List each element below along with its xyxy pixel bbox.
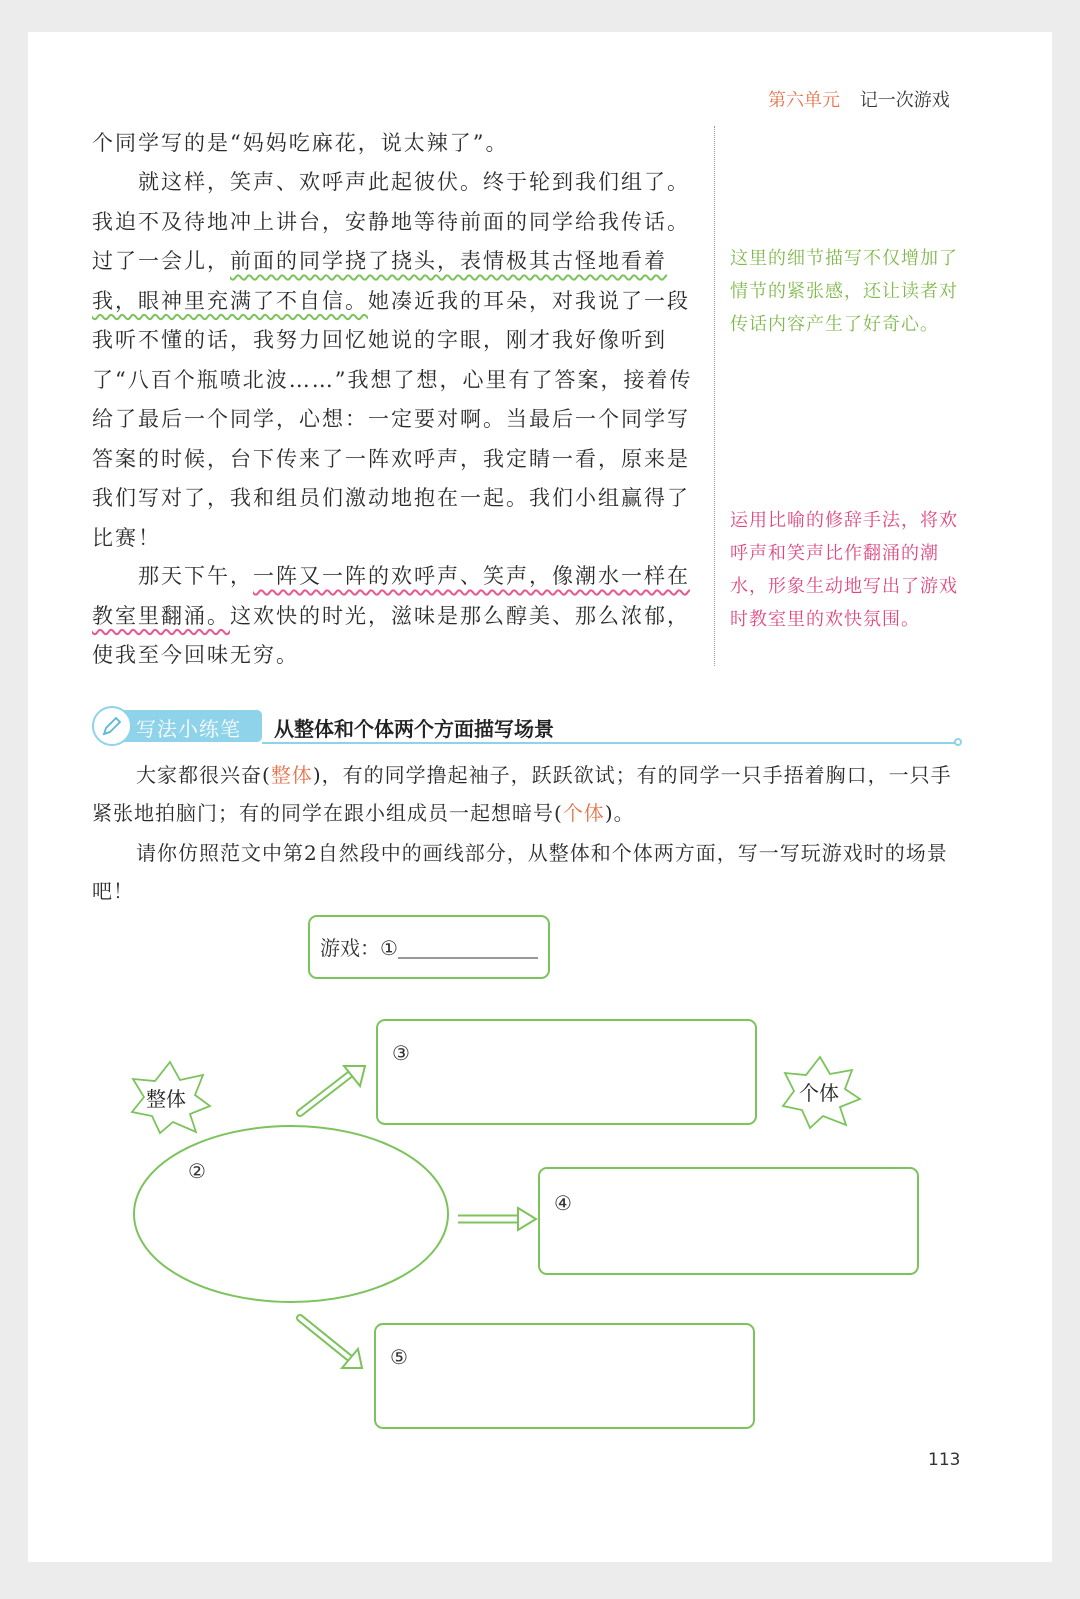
individual-label: 个体 (799, 1081, 839, 1105)
essay-p2-text-b: 她凑近我的耳朵，对我说了一段我听不懂的话，我努力回忆她说的字眼，刚才我好像听到了“八百个瓶喷北波……”我想了想，心里有了答案，接着传给了最后一个同学，心想：一定要对啊。当最后一个同学写答案的时候，台下传来了一阵欢呼声，我定睛一看，原来是我们写对了，我和组员们激动地抱在一起。我们小组赢得了比赛！ (92, 288, 693, 550)
num-2: ② (188, 1159, 206, 1183)
arrow-right-icon (458, 1208, 536, 1230)
tag-whole: 整体 (270, 763, 313, 787)
answer-box-4[interactable] (539, 1168, 918, 1274)
whole-ellipse[interactable] (134, 1126, 448, 1302)
page-number: 113 (928, 1450, 961, 1470)
section-title: 从整体和个体两个方面描写场景 (274, 717, 554, 741)
tag-individual: 个体 (562, 801, 605, 825)
answer-box-3[interactable] (377, 1020, 756, 1124)
answer-box-5[interactable] (375, 1324, 754, 1428)
essay-p3-text-a: 那天下午， (138, 564, 253, 588)
section-badge-label: 写法小练笔 (136, 717, 241, 741)
num-3: ③ (392, 1041, 410, 1065)
game-label: 游戏：① (320, 936, 398, 960)
margin-note-metaphor: 运用比喻的修辞手法，将欢呼声和笑声比作翻涌的潮水，形象生动地写出了游戏时教室里的欢快氛围。 (730, 510, 958, 630)
exercise-p1-a: 大家都很兴奋( (136, 763, 271, 787)
margin-note-detail: 这里的细节描写不仅增加了情节的紧张感，还让读者对传话内容产生了好奇心。 (730, 248, 958, 335)
essay-p3-underlined: 一阵又一阵的欢呼声、笑声，像潮水一样在教室里翻涌。 (92, 564, 690, 628)
arrow-up-right-icon (300, 1066, 365, 1113)
exercise-p1-c: )。 (604, 801, 635, 825)
topic-label: 记一次游戏 (859, 90, 950, 111)
exercise-p1-b: )，有的同学撸起袖子，跃跃欲试；有的同学一只手捂着胸口，一只手紧张地拍脑门；有的同学在跟小组成员一起想暗号( (92, 763, 952, 825)
essay-p2-text-a: 就这样，笑声、欢呼声此起彼伏。终于轮到我们组了。我迫不及待地冲上讲台，安静地等待前面的同学给我传话。过了一会儿， (92, 170, 690, 273)
exercise-p2-text: 请你仿照范文中第2自然段中的画线部分，从整体和个体两方面，写一写玩游戏时的场景吧！ (92, 841, 948, 903)
whole-label: 整体 (146, 1087, 186, 1111)
num-5: ⑤ (390, 1345, 408, 1369)
essay-p2-underlined: 前面的同学挠了挠头，表情极其古怪地看着我，眼神里充满了不自信。 (92, 249, 667, 313)
essay-p3-text-b: 这欢快的时光，滋味是那么醇美、那么浓郁，使我至今回味无穷。 (92, 603, 690, 667)
essay-p1-text: 个同学写的是“妈妈吃麻花，说太辣了”。 (92, 131, 509, 155)
arrow-down-right-icon (300, 1318, 362, 1368)
num-4: ④ (554, 1191, 572, 1215)
unit-label: 第六单元 (768, 90, 840, 111)
